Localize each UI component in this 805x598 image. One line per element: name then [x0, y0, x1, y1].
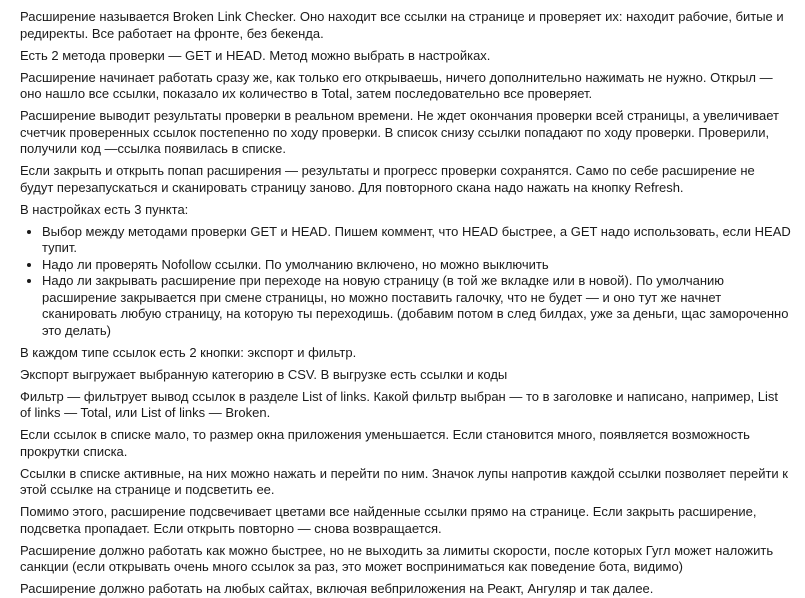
paragraph-buttons: В каждом типе ссылок есть 2 кнопки: экспорт и фильтр. — [20, 344, 357, 360]
paragraph-methods: Есть 2 метода проверки — GET и HEAD. Метод можно выбрать в настройках. — [20, 47, 491, 63]
settings-list — [20, 224, 791, 340]
paragraph-extension-name: Расширение называется Broken Link Checker. Оно находит все ссылки на странице и проверяет их: находит рабочие, битые и редиректы. Все работает на фронте, без бекенда. — [20, 9, 784, 41]
list-item-close-on-navigate: • Надо ли закрывать расширение при переходе на новую страницу (в той же вкладке или в новой). По умолчанию расширение закрывается при смене страницы, но можно поставить галочку, что не будет — и оно тут же начнет сканировать любую страницу, на которую ты переходишь. (добавим потом в след билдах, уже за деньги, щас замороченно это делать) — [42, 273, 791, 339]
paragraph-highlighting: Помимо этого, расширение подсвечивает цветами все найденные ссылки прямо на странице. Если закрыть расширение, подсветка пропадает. Если открыть повторно — снова возвращается. — [20, 504, 757, 536]
paragraph-window-size: Если ссылок в списке мало, то размер окна приложения уменьшается. Если становится много, появляется возможность прокрутки списка. — [20, 427, 750, 459]
paragraph-speed-limits: Расширение должно работать как можно быстрее, но не выходить за лимиты скорости, после которых Гугл может наложить санкции (если открывать очень много ссылок за раз, это может восприниматься как поведение бота, видимо) — [20, 542, 774, 574]
list-item-nofollow: • Надо ли проверять Nofollow ссылки. По умолчанию включено, но можно выключить — [42, 257, 791, 274]
paragraph-compatibility: Расширение должно работать на любых сайтах, включая вебприложения на Реакт, Ангуляр и так далее. — [20, 581, 654, 596]
paragraph-settings-intro: В настройках есть 3 пункта: — [20, 201, 189, 217]
paragraph-auto-start: Расширение начинает работать сразу же, как только его открываешь, ничего дополнительно нажимать не нужно. Открыл — оно нашло все ссылки, показало их количество в Total, затем последовательно все проверяет. — [20, 69, 773, 101]
paragraph-realtime-results: Расширение выводит результаты проверки в реальном времени. Не ждет окончания проверки всей страницы, а увеличивает счетчик проверенных ссылок постепенно по ходу проверки. В список снизу ссылки попадают по ходу проверки. Проверили, получили код —ссылка появилась в списке. — [20, 108, 779, 156]
paragraph-active-links: Ссылки в списке активные, на них можно нажать и перейти по ним. Значок лупы напротив каждой ссылки позволяет перейти к этой ссылке на странице и подсветить ее. — [20, 465, 788, 497]
paragraph-export: Экспорт выгружает выбранную категорию в CSV. В выгрузке есть ссылки и коды — [20, 366, 508, 382]
paragraph-state-persistence: Если закрыть и открыть попап расширения — результаты и прогресс проверки сохранятся. Само по себе расширение не будут перезапускаться и сканировать страницу заново. Для повторного скана надо нажать на кнопку Refresh. — [20, 163, 755, 195]
paragraph-filter: Фильтр — фильтрует вывод ссылок в разделе List of links. Какой фильтр выбран — то в заголовке и написано, например, List of links — Total, или List of links — Broken. — [20, 388, 778, 420]
list-item-method-choice: • Выбор между методами проверки GET и HEAD. Пишем коммент, что HEAD быстрее, а GET надо использовать, если HEAD тупит. — [42, 224, 791, 257]
